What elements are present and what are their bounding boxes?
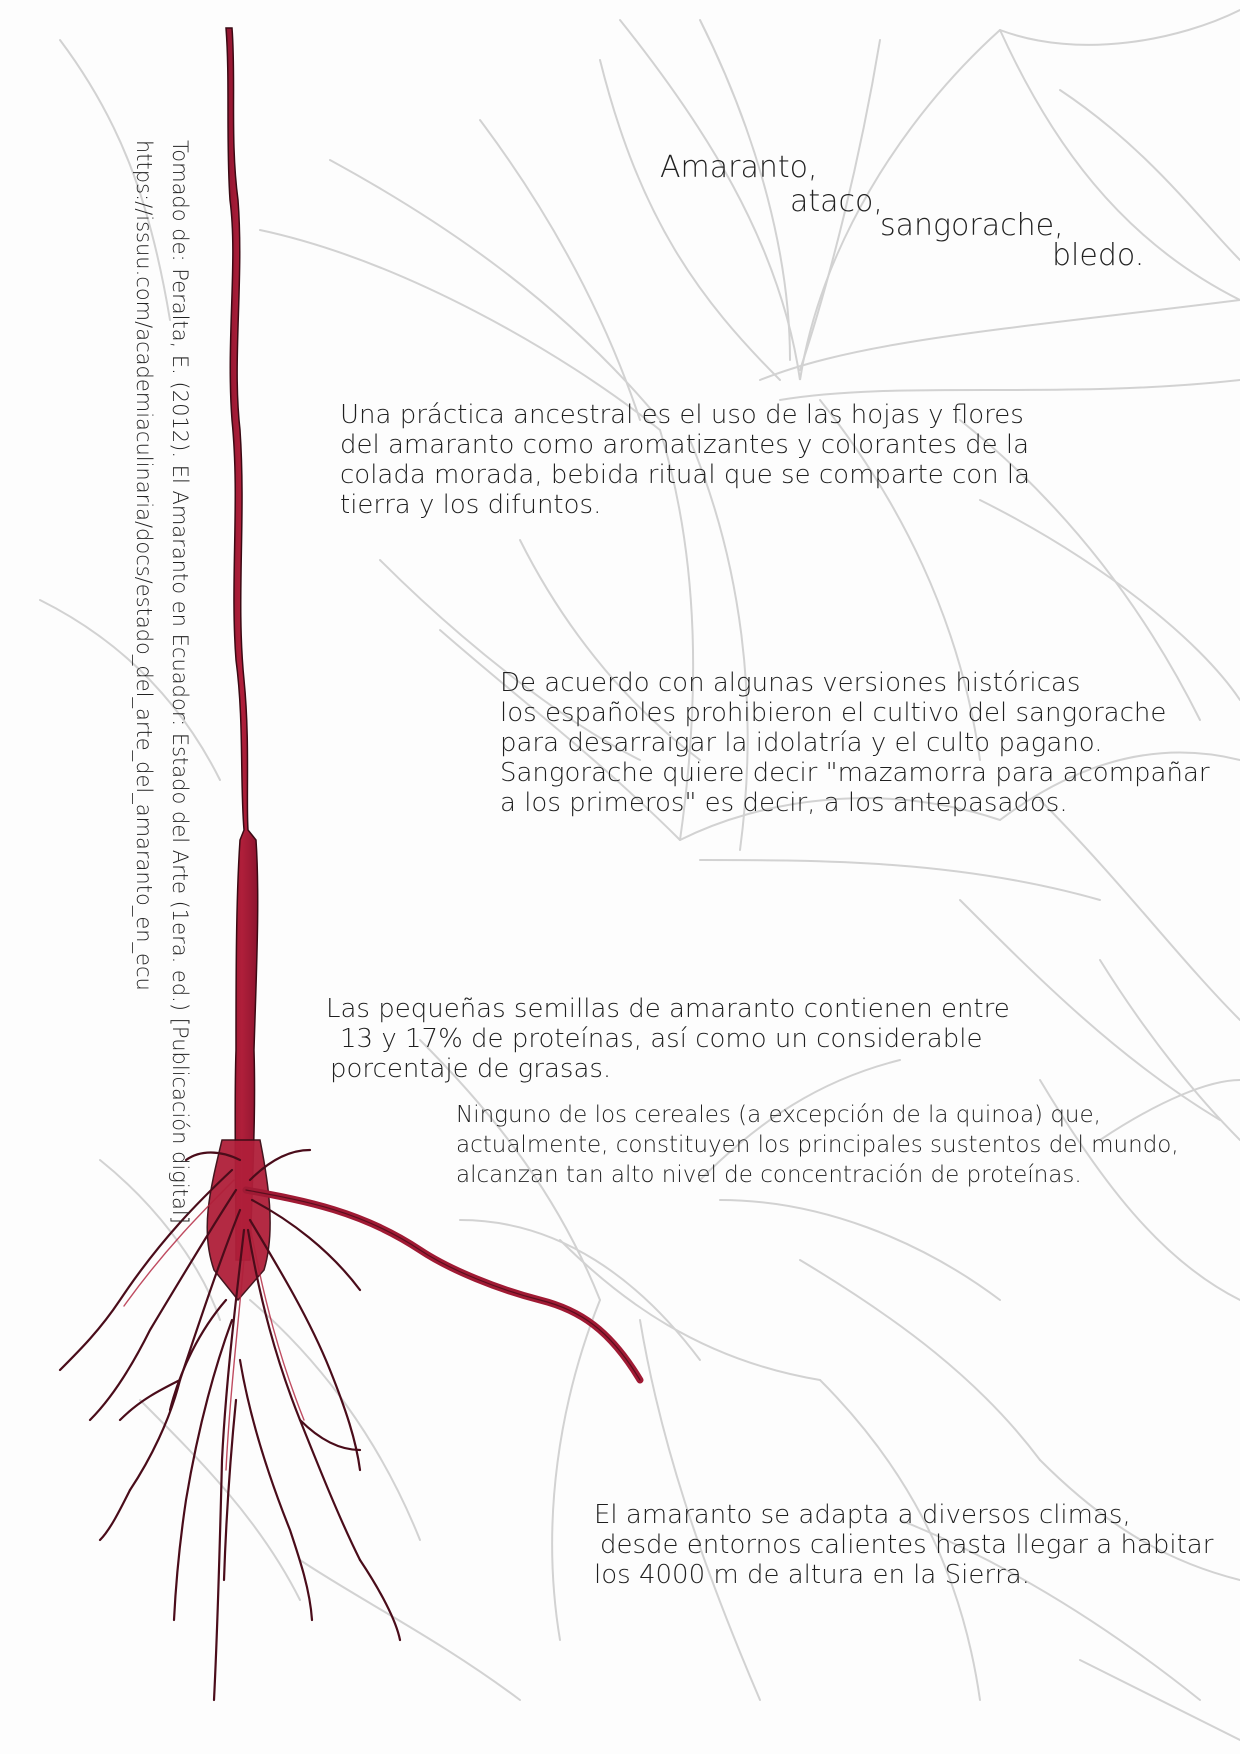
title-word-ataco: ataco, [790,184,883,219]
paragraph-line: Sangorache quiere decir "mazamorra para acompañar [500,758,1210,788]
paragraph-line: Una práctica ancestral es el uso de las hojas y flores [340,400,1024,430]
paragraph-colada-morada [340,400,1030,520]
paragraph-line: los 4000 m de altura en la Sierra. [594,1560,1030,1590]
paragraph-line: porcentaje de grasas. [330,1054,612,1084]
paragraph-line: tierra y los difuntos. [340,490,602,520]
title-word-sangorache: sangorache, [880,208,1064,243]
paragraph-line: a los primeros" es decir, a los antepasados. [500,788,1068,818]
paragraph-line: para desarraigar la idolatría y el culto pagano. [500,728,1103,758]
paragraph-line: Ninguno de los cereales (a excepción de la quinoa) que, [456,1102,1101,1128]
paragraph-line: colada morada, bebida ritual que se comparte con la [340,460,1031,490]
paragraph-climas [594,1500,1213,1590]
title-word-amaranto: Amaranto, [660,150,818,185]
paragraph-line: los españoles prohibieron el cultivo del sangorache [500,698,1167,728]
source-citation [122,140,198,1224]
paragraph-line: alcanzan tan alto nivel de concentración de proteínas. [456,1162,1082,1188]
paragraph-line: del amaranto como aromatizantes y colorantes de la [340,430,1030,460]
paragraph-historia-sangorache [500,668,1210,818]
title-word-bledo: bledo. [1052,238,1145,273]
paragraph-line: De acuerdo con algunas versiones históricas [500,668,1081,698]
paragraph-line: desde entornos calientes hasta llegar a habitar [600,1530,1214,1560]
paragraph-line: Las pequeñas semillas de amaranto contienen entre [326,994,1010,1024]
paragraph-line: 13 y 17% de proteínas, así como un considerable [340,1024,983,1054]
paragraph-semillas-proteinas [326,994,1010,1084]
paragraph-cereales [456,1100,1179,1190]
taproot [226,28,258,1260]
source-citation-line-1: Tomado de: Peralta, E. (2012). El Amaranto en Ecuador: Estado del Arte (1era. ed.) [Publicación digital] [168,140,192,1224]
source-citation-url: https://issuu.com/academiaculinaria/docs/estado_del_arte_del_amaranto_en_ecu [132,140,156,991]
paragraph-line: El amaranto se adapta a diversos climas, [594,1500,1131,1530]
paragraph-line: actualmente, constituyen los principales sustentos del mundo, [456,1132,1179,1158]
